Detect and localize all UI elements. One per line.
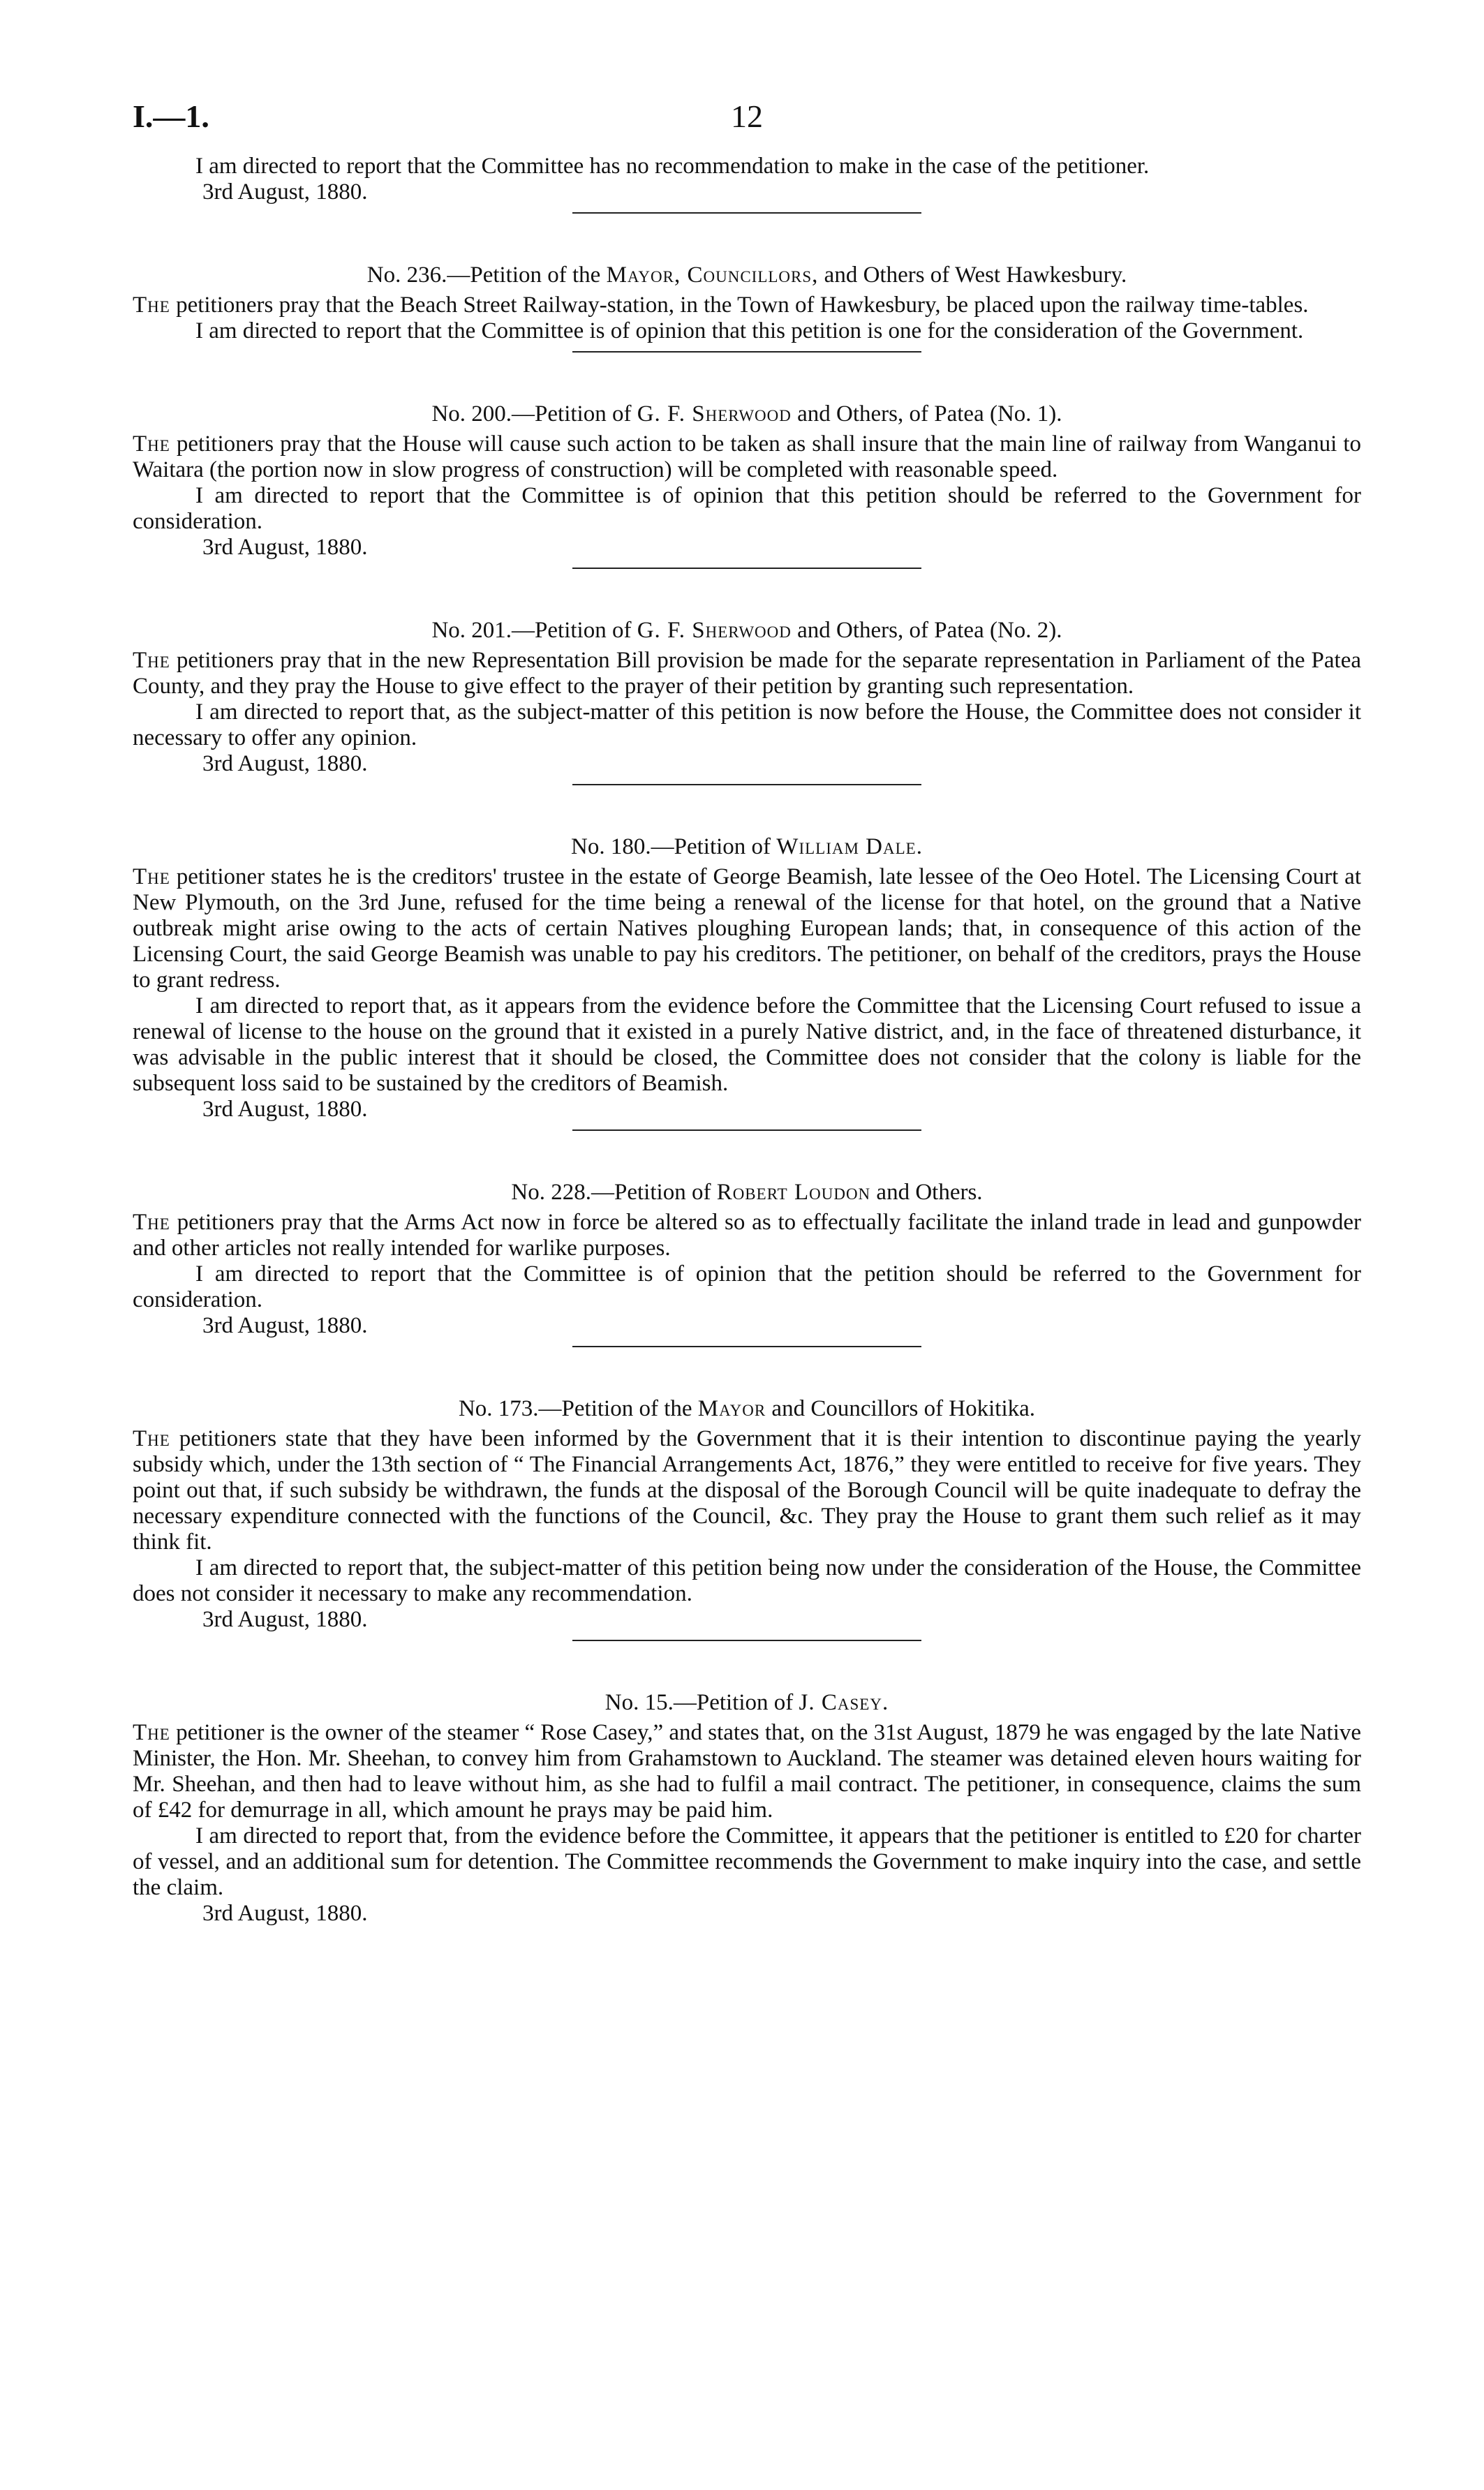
petition-body: The petitioner states he is the creditors' trustee in the estate of George Beamish, late lessee of the Oeo Hotel. The Licensing Court at New Plymouth, on the 3rd June, refused for the time being a renewal of the license for that hotel, on the ground that a Native outbreak might arise owing to the acts of certain Natives ploughing European lands; that, in consequence of this action of the Licensing Court, the said George Beamish was unable to pay his creditors. The petitioner, on behalf of the creditors, prays the House to grant redress. [133, 864, 1361, 993]
document-page [133, 98, 1361, 1927]
page-number: 12 [731, 98, 763, 134]
petition-body: The petitioners state that they have been informed by the Government that it is their intention to discontinue paying the yearly subsidy which, under the 13th section of “ The Financial Arrangements Act, 1876,” they were entitled to receive for five years. They point out that, if such subsidy be withdrawn, the funds at the disposal of the Borough Council will be quite inadequate to defray the necessary expenditure connected with the functions of the Council, &c. They pray the House to grant them such relief as it may think fit. [133, 1426, 1361, 1555]
report-date: 3rd August, 1880. [202, 1901, 368, 1926]
report-date: 3rd August, 1880. [202, 1607, 368, 1632]
report-text: I am directed to report that, as the subject-matter of this petition is now before the House, the Committee does not consider it necessary to offer any opinion. [133, 699, 1361, 750]
intro-section [133, 154, 1361, 214]
petition-body: The petitioners pray that in the new Representation Bill provision be made for the separate representation in Parliament of the Patea County, and they pray the House to give effect to the prayer of their petition by granting such representation. [133, 648, 1361, 699]
report-text: I am directed to report that the Committee is of opinion that the petition should be referred to the Government for consideration. [133, 1261, 1361, 1312]
report-date: 3rd August, 1880. [202, 535, 368, 560]
report-text: I am directed to report that, from the evidence before the Committee, it appears that the petitioner is entitled to £20 for charter of vessel, and an additional sum for detention. The Committee recommends the Government to make inquiry into the case, and settle the claim. [133, 1823, 1361, 1900]
section-divider [572, 212, 921, 214]
petition-section [133, 262, 1361, 353]
petition-section [133, 834, 1361, 1131]
petitioner-name: G. F. Sherwood [637, 618, 792, 643]
petition-body: The petitioners pray that the Arms Act now in force be altered so as to effectually facilitate the inland trade in lead and gunpowder and other articles not really intended for warlike purposes. [133, 1210, 1361, 1261]
petition-heading: No. 173.—Petition of the Mayor and Councillors of Hokitika. [458, 1396, 1036, 1421]
petition-section [133, 1180, 1361, 1347]
report-text: I am directed to report that the Committee is of opinion that this petition is one for the consideration of the Government. [195, 318, 1304, 343]
report-date: 3rd August, 1880. [202, 179, 368, 205]
petition-body: The petitioners pray that the House will cause such action to be taken as shall insure that the main line of railway from Wanganui to Waitara (the portion now in slow progress of construction) will be completed with reasonable speed. [133, 431, 1362, 482]
section-divider [572, 784, 921, 785]
petitioner-name: William Dale. [776, 834, 923, 859]
report-text: I am directed to report that the Committee is of opinion that this petition should be referred to the Government for consideration. [133, 483, 1361, 534]
report-date: 3rd August, 1880. [202, 1313, 368, 1338]
report-text: I am directed to report that, as it appears from the evidence before the Committee that the Licensing Court refused to issue a renewal of license to the house on the ground that it existed in a purely Native district, and, in the face of threatened disturbance, it was advisable in the public interest that it should be closed, the Committee does not consider that the colony is liable for the subsequent loss said to be sustained by the creditors of Beamish. [133, 993, 1361, 1096]
paper-code: I.—1. [133, 98, 209, 134]
petition-section [133, 618, 1361, 785]
section-divider [572, 568, 921, 569]
petitioner-name: Mayor [697, 1396, 766, 1421]
petition-body: The petitioner is the owner of the steamer “ Rose Casey,” and states that, on the 31st August, 1879 he was engaged by the late Native Minister, the Hon. Mr. Sheehan, to convey him from Grahamstown to Auckland. The steamer was detained eleven hours waiting for Mr. Sheehan, and then had to leave without him, as she had to fulfil a mail contract. The petitioner, in consequence, claims the sum of £42 for demurrage in all, which amount he prays may be paid him. [133, 1720, 1362, 1823]
petition-section [133, 1690, 1361, 1927]
petition-heading: No. 180.—Petition of William Dale. [571, 834, 923, 859]
petitioner-name: G. F. Sherwood [637, 401, 792, 427]
petition-section [133, 1396, 1361, 1641]
report-text: I am directed to report that, the subject-matter of this petition being now under the consideration of the House, the Committee does not consider it necessary to make any recommendation. [133, 1555, 1361, 1606]
report-date: 3rd August, 1880. [202, 751, 368, 776]
petition-heading: No. 200.—Petition of G. F. Sherwood and Others, of Patea (No. 1). [431, 401, 1062, 427]
report-text: I am directed to report that the Committee has no recommendation to make in the case of the petitioner. [195, 154, 1150, 179]
petition-heading: No. 15.—Petition of J. Casey. [604, 1690, 889, 1715]
petitioner-name: Robert Loudon [716, 1180, 871, 1205]
petition-body: The petitioners pray that the Beach Street Railway-station, in the Town of Hawkesbury, be placed upon the railway time-tables. [133, 292, 1309, 318]
section-divider [572, 1640, 921, 1641]
section-divider [572, 1346, 921, 1347]
petition-section [133, 401, 1361, 569]
petition-heading: No. 236.—Petition of the Mayor, Councillors, and Others of West Hawkesbury. [366, 262, 1127, 288]
section-divider [572, 351, 921, 353]
petition-heading: No. 228.—Petition of Robert Loudon and Others. [511, 1180, 983, 1205]
page-header [133, 98, 1361, 154]
petitioner-name: Mayor, Councillors, [606, 262, 819, 288]
section-divider [572, 1129, 921, 1131]
petitioner-name: J. Casey. [799, 1690, 889, 1715]
report-date: 3rd August, 1880. [202, 1097, 368, 1122]
petition-heading: No. 201.—Petition of G. F. Sherwood and Others, of Patea (No. 2). [431, 618, 1062, 643]
